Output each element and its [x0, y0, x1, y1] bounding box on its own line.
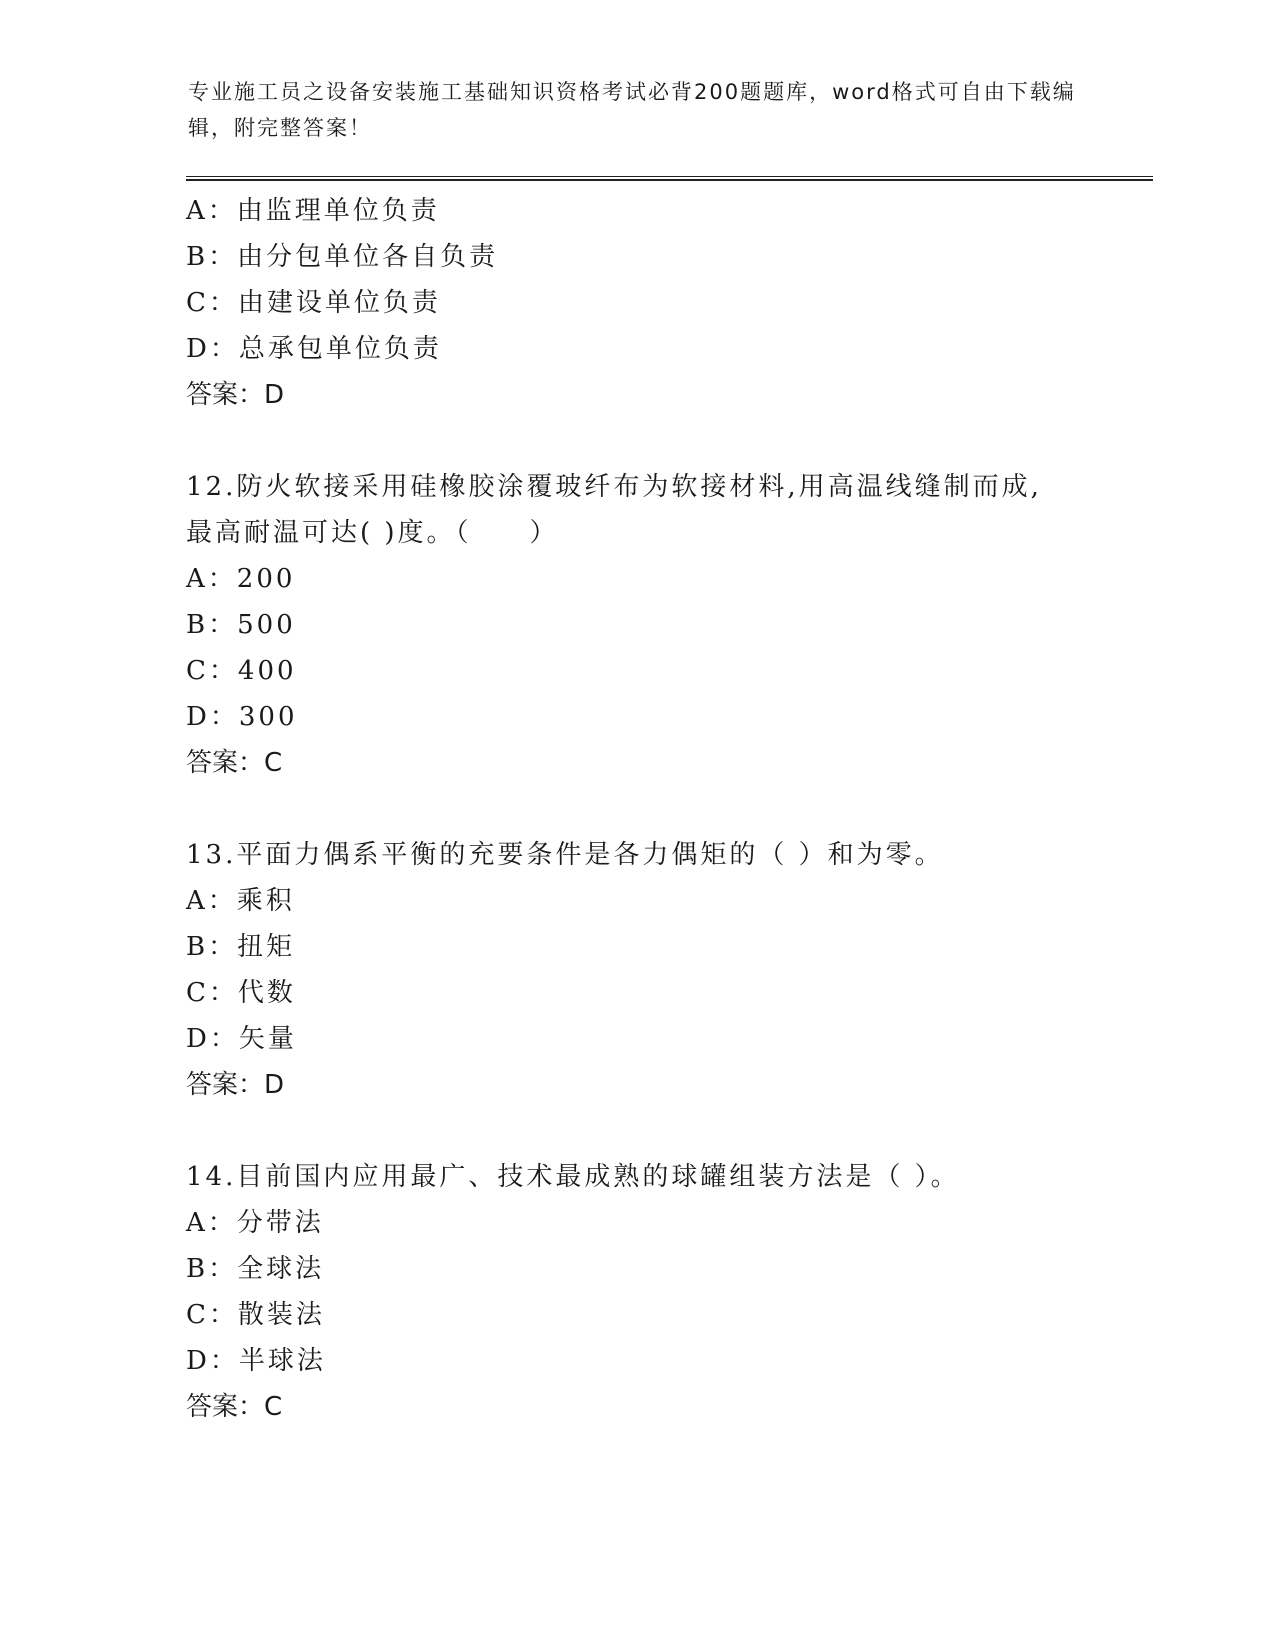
question-13-text: 13.平面力偶系平衡的充要条件是各力偶矩的（ ）和为零。 — [186, 840, 944, 870]
spacer — [186, 1108, 1146, 1154]
option-a: A：分带法 — [186, 1208, 324, 1238]
question-13 — [186, 832, 1146, 1108]
header-divider — [186, 176, 1153, 181]
question-12 — [186, 464, 1146, 786]
option-c: C：由建设单位负责 — [186, 288, 441, 318]
header-title: 专业施工员之设备安装施工基础知识资格考试必背200题题库，word格式可自由下载编辑，附完整答案！ — [188, 80, 1076, 140]
option-b: B：500 — [186, 610, 296, 640]
option-c: C：代数 — [186, 978, 296, 1008]
option-d: D：300 — [186, 702, 298, 732]
answer-14: 答案：C — [186, 1392, 283, 1422]
spacer — [186, 418, 1146, 464]
option-b: B：全球法 — [186, 1254, 325, 1284]
option-b: B：扭矩 — [186, 932, 296, 962]
question-11 — [186, 188, 1146, 418]
question-14 — [186, 1154, 1146, 1430]
option-a: A：由监理单位负责 — [186, 196, 440, 226]
spacer — [186, 786, 1146, 832]
document-header — [188, 74, 1088, 146]
answer-13: 答案：D — [186, 1070, 285, 1100]
answer-11: 答案：D — [186, 380, 285, 410]
answer-12: 答案：C — [186, 748, 283, 778]
question-list — [186, 188, 1146, 1430]
question-12-text: 12.防火软接采用硅橡胶涂覆玻纤布为软接材料,用高温线缝制而成,最高耐温可达( )度。（ ） — [186, 472, 1042, 548]
option-a: A：200 — [186, 564, 296, 594]
question-14-text: 14.目前国内应用最广、技术最成熟的球罐组装方法是（ ）。 — [186, 1162, 960, 1192]
option-c: C：400 — [186, 656, 297, 686]
option-d: D：总承包单位负责 — [186, 334, 442, 364]
option-c: C：散装法 — [186, 1300, 325, 1330]
option-a: A：乘积 — [186, 886, 295, 916]
option-d: D：矢量 — [186, 1024, 297, 1054]
option-d: D：半球法 — [186, 1346, 326, 1376]
option-b: B：由分包单位各自负责 — [186, 242, 499, 272]
